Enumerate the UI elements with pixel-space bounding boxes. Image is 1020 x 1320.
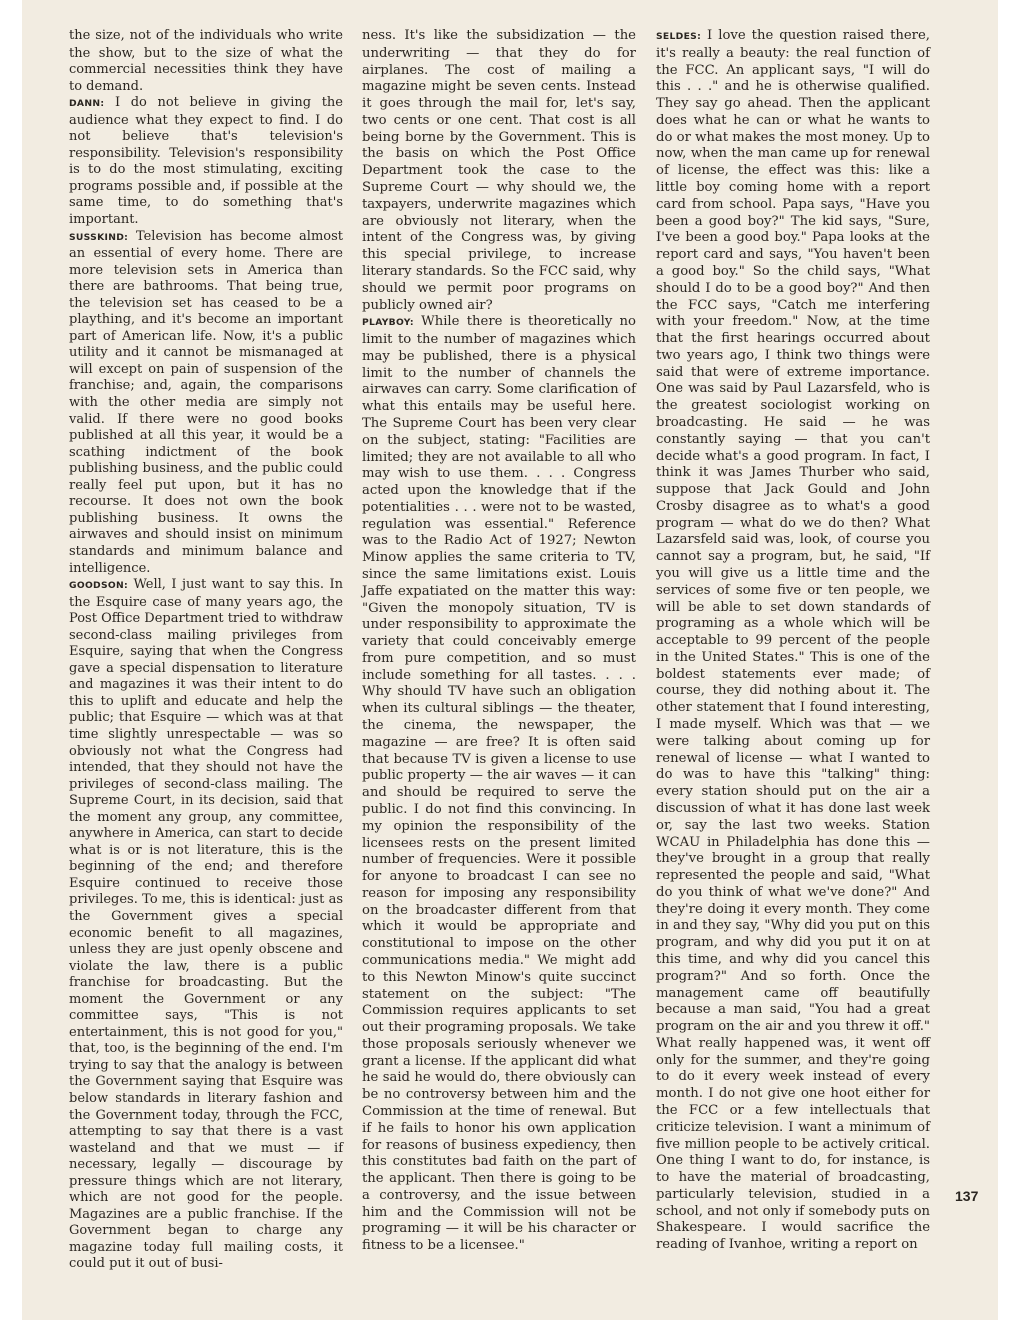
speaker-label: GOODSON:: [69, 580, 128, 592]
paragraph: [656, 28, 930, 1254]
paragraph-text: Well, I just want to say this. In the Esquire case of many years ago, the Post Office Department tried to withdraw second-class mailing privileges from Esquire, saying that when the Congress gave a special dispensation to literature and magazines it was their intent to do this to uplift and educate and help the public; that Esquire — which was at that time slightly unrespectable — was so obviously not what the Congress had intended, that they should not have the privileges of second-class mailing. The Supreme Court, in its decision, said that the moment any group, any committee, anywhere in America, can start to decide what is or is not literature, this is the beginning of the end; and therefore Esquire continued to receive those privileges. To me, this is identical: just as the Government gives a special economic benefit to all magazines, unless they are just openly obscene and violate the law, there is a public franchise for broadcasting. But the moment the Government or any committee says, "This is not entertainment, this is not good for you," that, too, is the beginning of the end. I'm trying to say that the analogy is between the Government saying that Esquire was below standards in literary fashion and the Government today, through the FCC, attempting to say that there is a vast wasteland and that we must — if necessary, legally — discourage by pressure things which are not literary, which are not good for the people. Magazines are a public franchise. If the Government began to charge any magazine today full mailing costs, it could put it out of busi-: [69, 577, 343, 1272]
speaker-label: DANN:: [69, 98, 105, 110]
paragraph: [362, 28, 636, 314]
paragraph-text: I do not believe in giving the audience what they expect to find. I do not believe that's television's responsibility. Television's responsibility is to do the most stimulating, exciting programs possible and, if possible at the same time, to do something that's important.: [69, 95, 343, 228]
paragraph-text: While there is theoretically no limit to the number of magazines which may be published, there is a physical limit to the number of channels the airwaves can carry. Some clarification of what this entails may be useful here. The Supreme Court has been very clear on the subject, stating: "Facilities are limited; they are not available to all who may wish to use them. . . . Congress acted upon the knowledge that if the potentialities . . . were not to be wasted, regulation was essential." Reference was to the Radio Act of 1927; Newton Minow applies the same criteria to TV, since the same limitations exist. Louis Jaffe expatiated on the matter this way: "Given the monopoly situation, TV is under responsibility to approximate the variety that could conceivably emerge from pure competition, and so must include something for all tastes. . . . Why should TV have such an obligation when its cultural siblings — the theater, the cinema, the newspaper, the magazine — are free? It is often said that because TV is given a license to use public property — the air waves — it can and should be required to serve the public. I do not find this convincing. In my opinion the responsibility of the licensees rests on the present limited number of frequencies. Were it possible for anyone to broadcast I can see no reason for imposing any responsibility on the broadcaster different from that which it would be appropriate and constitutional to impose on the other communications media." We might add to this Newton Minow's quite succinct statement on the subject: "The Commission requires applicants to set out their programing proposals. We take those proposals seriously whenever we grant a license. If the applicant did what he said he would do, there obviously can be no controversy between him and the Commission at the time of renewal. But if he fails to honor his own application for reasons of business expediency, then this constitutes bad faith on the part of the applicant. Then there is going to be a controversy, and the issue between him and the Commission will not be programing — it will be his character or fitness to be a licensee.": [362, 314, 636, 1254]
speaker-label: SUSSKIND:: [69, 231, 129, 243]
speaker-label: SELDES:: [656, 31, 702, 42]
paragraph-text: Television has become almost an essential of every home. There are more television sets in America than there are bathrooms. That being true, the television set has ceased to be a plaything, and it's become an important part of American life. Now, it's a public utility and it cannot be mismanaged at will except on pain of suspension of the franchise; and, again, the comparisons with the other media are simply not valid. If there were no good books published at all this year, it would be a scathing indictment of the book publishing business, and the public could really feel put upon, but it has no recourse. It does not own the book publishing business. It owns the airwaves and should insist on minimum standards and minimum balance and intelligence.: [69, 228, 343, 576]
magazine-page: [22, 0, 998, 1320]
paragraph-text: ness. It's like the subsidization — the underwriting — that they do for airplanes. The cost of mailing a magazine might be seven cents. Instead it goes through the mail for, let's say, two cents or one cent. That cost is all being borne by the Government. This is the basis on which the Post Office Department took the case to the Supreme Court — why should we, the taxpayers, underwrite magazines which are obviously not literary, when the intent of the Congress was, by giving this special privilege, to increase literary standards. So the FCC said, why should we permit poor programs on publicly owned air?: [362, 28, 636, 313]
text-column-2: [362, 28, 636, 1255]
text-column-1: [69, 28, 343, 1273]
page-number: 137: [955, 1188, 979, 1204]
text-column-3: [656, 28, 930, 1254]
paragraph: [362, 314, 636, 1255]
paragraph: [69, 577, 343, 1273]
paragraph-text: I love the question raised there, it's really a beauty: the real function of the FCC. An applicant says, "I will do this . . ." and he is otherwise qualified. They say go ahead. Then the applicant does what he can or what he wants to do or what makes the most money. Up to now, when the man came up for renewal of license, the effect was this: like a little boy coming home with a report card from school. Papa says, "Have you been a good boy?" The kid says, "Sure, I've been a good boy." Papa looks at the report card and says, "You haven't been a good boy." So the child says, "What should I do to be a good boy?" And then the FCC says, "Catch me interfering with your freedom." Now, at the time that the first hearings occurred about two years ago, I think two things were said that were of extreme importance. One was said by Paul Lazarsfeld, who is the greatest sociologist working on broadcasting. He said — he was constantly saying — that you can't decide what's a good program. In fact, I think it was James Thurber who said, suppose that Jack Gould and John Crosby disagree as to what's a good program — what do we do then? What Lazarsfeld said was, look, of course you cannot say a program, but, he said, "If you will give us a little time and the services of some five or ten people, we will be able to set down standards of programing as a whole which will be acceptable to 99 percent of the people in the United States." This is one of the boldest statements ever made; of course, they did nothing about it. The other statement that I found interesting, I made myself. Which was that — we were talking about coming up for renewal of license — what I wanted to do was to have this "talking" thing: every station should put on the air a discussion of what it has done last week or, say the last two weeks. Station WCAU in Philadelphia has done this — they've brought in a group that really represented the people and said, "What do you think of what we've done?" And they're doing it every month. They come in and they say, "Why did you put on this program, and why did you put it on at this time, and why did you cancel this program?" And so forth. Once the management came off beautifully because a man said, "You had a great program on the air and you threw it off." What really happened was, it went off only for the summer, and they're going to do it every week instead of every month. I do not give one hoot either for the FCC or a few intellectuals that criticize television. I want a minimum of five million people to be actively critical. One thing I want to do, for instance, is to have the material of broadcasting, particularly television, studied in a school, and not only if somebody puts on Shakespeare. I would sacrifice the reading of Ivanhoe, writing a report on: [656, 28, 930, 1253]
paragraph: [69, 229, 343, 577]
paragraph-text: the size, not of the individuals who write the show, but to the size of what the commercial necessities think they have to demand.: [69, 28, 343, 94]
paragraph: [69, 28, 343, 95]
paragraph: [69, 95, 343, 228]
speaker-label: PLAYBOY:: [362, 317, 414, 329]
